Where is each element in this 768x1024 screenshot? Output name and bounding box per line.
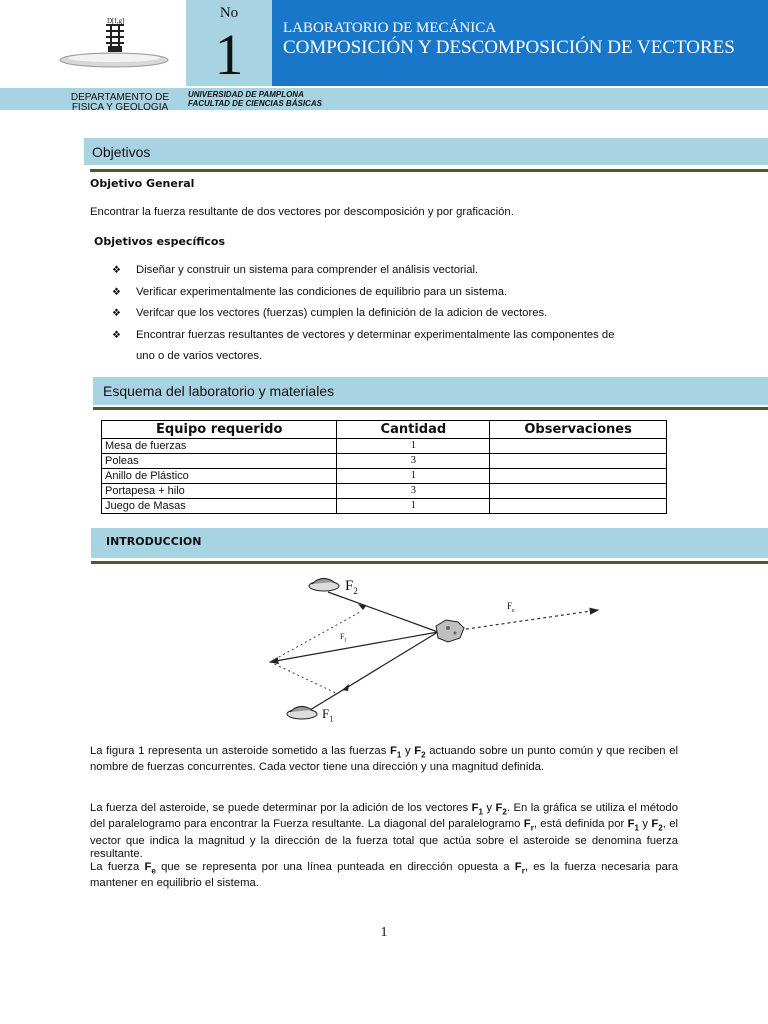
parallelogram-side <box>270 662 338 694</box>
intro-paragraph-1: La figura 1 representa un asteroide sometido a las fuerzas $F_1$ y $F_2$ actuando sobre un punto común y que reciben el nombre de fuerzas concurrentes. Cada vector tiene una dirección y una magnitud definida. <box>90 745 678 774</box>
quantity-cell: 3 <box>337 454 490 469</box>
equipment-table <box>101 420 667 514</box>
diamond-bullet-icon: ❖ <box>112 308 121 319</box>
label-fe: $F_e$ <box>507 601 515 614</box>
general-text: Encontrar la fuerza resultante de dos vectores por descomposición y por graficación. <box>90 206 514 218</box>
section-rule-esquema <box>93 407 768 410</box>
vector-f2 <box>328 592 438 632</box>
list-item <box>112 325 678 347</box>
list-item-continuation <box>112 346 678 368</box>
label-f2: $F_2$ <box>345 578 358 596</box>
department-line1: DEPARTAMENTO DE <box>70 92 170 103</box>
number-label: No <box>219 5 239 21</box>
section-rule-introduccion <box>91 561 768 564</box>
lab-name: LABORATORIO DE MECÁNICA <box>283 20 497 36</box>
specific-heading: Objetivos específicos <box>94 235 226 248</box>
quantity-cell: 1 <box>337 469 490 484</box>
label-f1: $F_1$ <box>322 706 334 724</box>
item-cell: Poleas <box>102 454 337 469</box>
table-row <box>102 499 667 514</box>
item-cell: Anillo de Plástico <box>102 469 337 484</box>
intro-paragraph-2: La fuerza del asteroide, se puede determinar por la adición de los vectores $F_1$ y $F_2$. En la gráfica se utiliza el método del paralelogramo para encontrar la Fuerza resultante. La diagonal del paralelogramo $F_r$, está definida por $F_1$ y $F_2$, el vector que indica la magnitud y la dirección de la fuerza total que actúa sobre el asteroide se denomina fuerza resultante. <box>90 802 678 860</box>
list-item-text: Verifcar que los vectores (fuerzas) cumplen la definición de la adicion de vectores. <box>136 307 548 319</box>
section-title-objetivos: Objetivos <box>92 144 151 160</box>
table-row <box>102 439 667 454</box>
observation-cell <box>490 469 667 484</box>
list-item-text: Diseñar y construir un sistema para comprender el análisis vectorial. <box>136 264 479 276</box>
header-logo <box>58 14 178 76</box>
intro-paragraph-3: La fuerza $F_e$ que se representa por una línea punteada en dirección opuesta a $F_r$, es la fuerza necesaria para mantener en equilibrio el sistema. <box>90 861 678 890</box>
quantity-cell: 1 <box>337 499 490 514</box>
department-name <box>64 93 176 113</box>
table-row <box>102 469 667 484</box>
pulley-icon <box>309 578 339 591</box>
diamond-bullet-icon: ❖ <box>112 286 121 298</box>
observation-cell <box>490 454 667 469</box>
list-item <box>112 260 678 282</box>
column-header: Equipo requerido <box>102 421 337 439</box>
university-line1: UNIVERSIDAD DE PAMPLONA <box>188 90 304 99</box>
diamond-bullet-icon: ❖ <box>112 265 121 276</box>
page-number: 1 <box>380 925 388 940</box>
objective-bullets <box>112 260 678 368</box>
column-header: Observaciones <box>490 421 667 439</box>
practice-number: 1 <box>214 22 244 87</box>
university-name <box>188 90 322 108</box>
section-title-esquema: Esquema del laboratorio y materiales <box>103 383 335 399</box>
general-heading: Objetivo General <box>90 177 195 190</box>
vector-fe <box>460 610 598 630</box>
item-cell: Mesa de fuerzas <box>102 439 337 454</box>
column-header: Cantidad <box>337 421 490 439</box>
item-cell: Juego de Masas <box>102 499 337 514</box>
figure-vectors <box>250 570 620 730</box>
label-fr: $F_r$ <box>340 632 347 644</box>
section-title-introduccion: INTRODUCCION <box>106 535 202 548</box>
section-rule-objetivos <box>90 169 768 172</box>
quantity-cell: 3 <box>337 484 490 499</box>
list-item <box>112 303 678 325</box>
table-row <box>102 454 667 469</box>
observation-cell <box>490 439 667 454</box>
item-cell: Portapesa + hilo <box>102 484 337 499</box>
practice-title: COMPOSICIÓN Y DESCOMPOSICIÓN DE VECTORES <box>283 37 735 58</box>
diamond-bullet-icon: ❖ <box>112 329 121 341</box>
department-line2: FISICA Y GEOLOGIA <box>71 102 169 113</box>
logo-text: D[f,g] <box>107 17 125 25</box>
list-item-text: Encontrar fuerzas resultantes de vectores y determinar experimentalmente las componentes de <box>136 328 615 341</box>
asteroid-icon <box>436 620 464 642</box>
list-item-text: uno o de varios vectores. <box>136 350 263 362</box>
table-row <box>102 484 667 499</box>
observation-cell <box>490 484 667 499</box>
university-line2: FACULTAD DE CIENCIAS BÁSICAS <box>188 99 322 108</box>
force-diagram <box>250 570 620 730</box>
list-item <box>112 282 678 304</box>
section-bar-objetivos <box>84 138 768 165</box>
table-header-row <box>102 421 667 439</box>
observation-cell <box>490 499 667 514</box>
list-item-text: Verificar experimentalmente las condiciones de equilibrio para un sistema. <box>136 285 508 298</box>
quantity-cell: 1 <box>337 439 490 454</box>
